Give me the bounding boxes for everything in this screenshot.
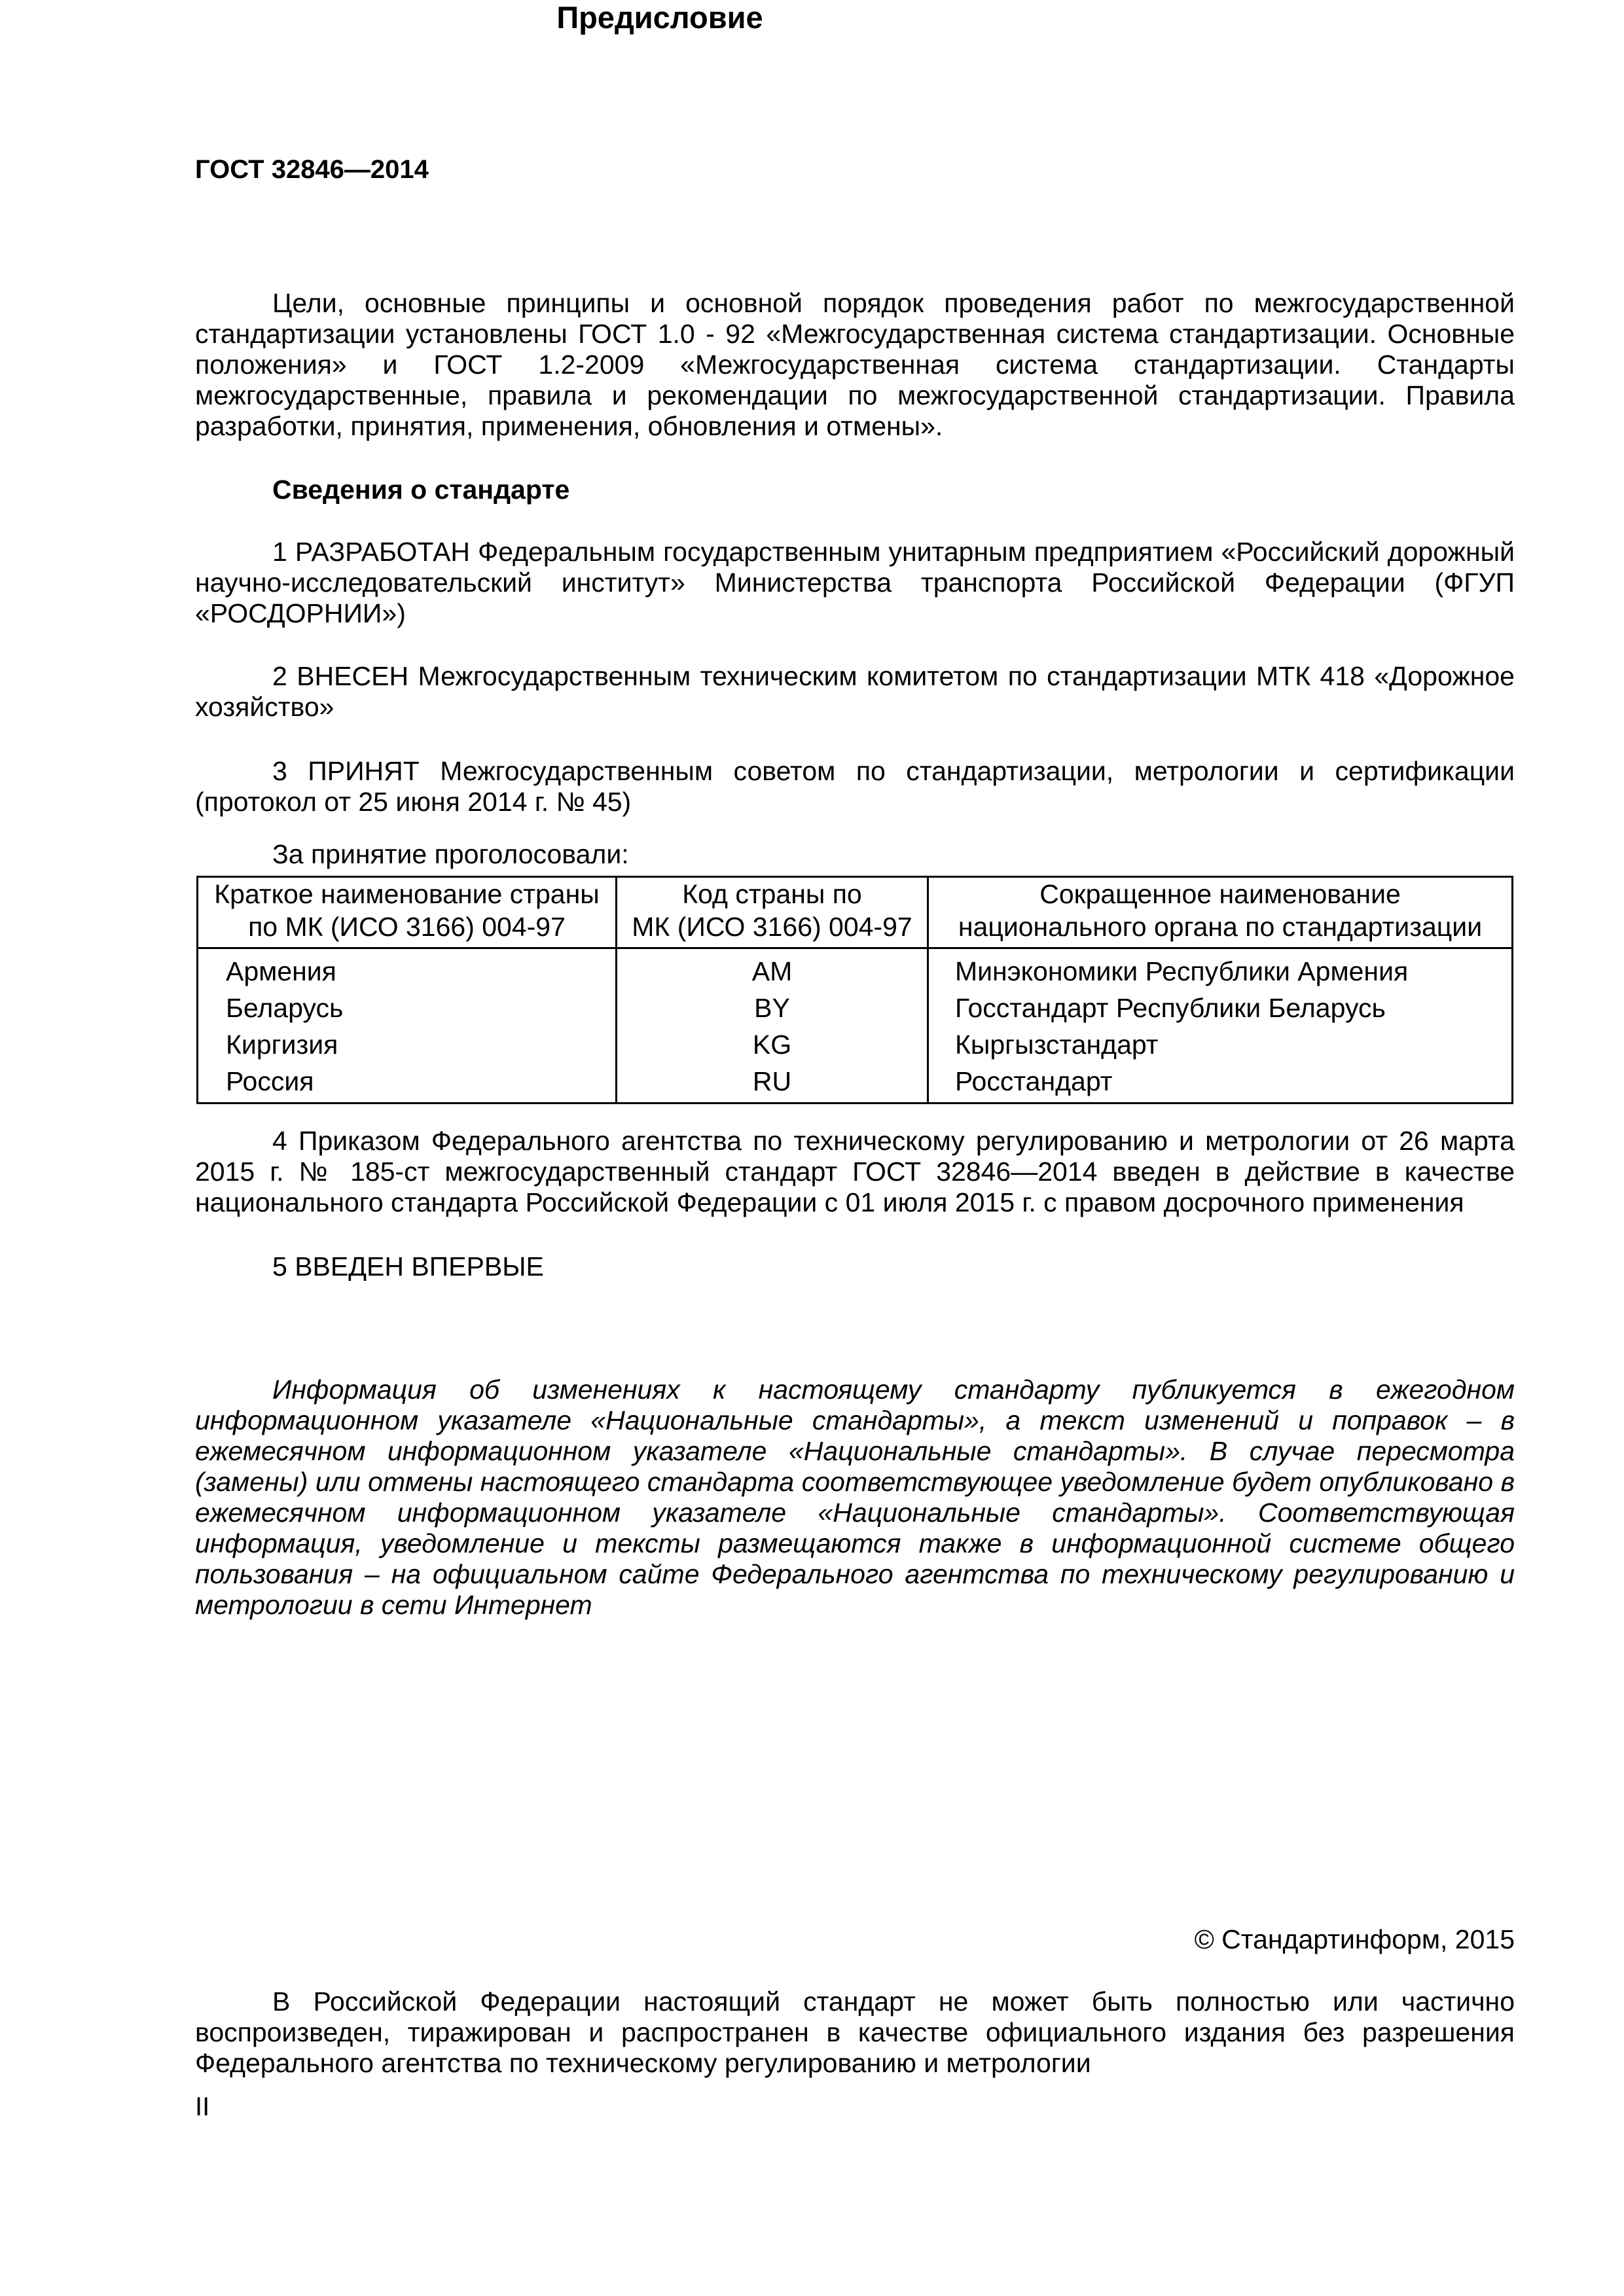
country-name-cell: Россия (198, 1063, 617, 1103)
table-row (198, 948, 1513, 990)
country-name-cell: Армения (198, 948, 617, 990)
table-row (198, 1026, 1513, 1063)
rights-notice: В Российской Федерации настоящий стандарт не может быть полностью или частично воспроизведен, тиражирован и распространен в качестве официального издания без разрешения Федерального агентства по техническому регулированию и метрологии (195, 1986, 1515, 2078)
header-line: Сокращенное наименование (1039, 879, 1401, 909)
header-line: по МК (ИСО 3166) 004-97 (248, 912, 566, 942)
voted-label: За принятие проголосовали: (272, 839, 629, 869)
header-line: Код страны по (682, 879, 862, 909)
national-body-cell: Кыргызстандарт (928, 1026, 1513, 1063)
info-item-1: 1 РАЗРАБОТАН Федеральным государственным унитарным предприятием «Российский дорожный научно-исследовательский институт» Министерства транспорта Российской Федерации (ФГУП «РОСДОРНИИ») (195, 537, 1515, 628)
table-header-row (198, 877, 1513, 948)
copyright-line: © Стандартинформ, 2015 (1194, 1924, 1515, 1954)
header-line: МК (ИСО 3166) 004-97 (632, 912, 912, 942)
intro-paragraph: Цели, основные принципы и основной порядок проведения работ по межгосударственной стандартизации установлены ГОСТ 1.0 - 92 «Межгосударственная система стандартизации. Основные положения» и ГОСТ 1.2-2009 «Межгосударственная система стандартизации. Стандарты межгосударственные, правила и рекомендации по межгосударственной стандартизации. Правила разработки, принятия, применения, обновления и отмены». (195, 288, 1515, 441)
changes-info-notice: Информация об изменениях к настоящему стандарту публикуется в ежегодном информационном указателе «Национальные стандарты», а текст изменений и поправок – в ежемесячном информационном указателе «Национальные стандарты». В случае пересмотра (замены) или отмены настоящего стандарта соответствующее уведомление будет опубликовано в ежемесячном информационном указателе «Национальные стандарты». Соответствующая информация, уведомление и тексты размещаются также в информационной системе общего пользования – на официальном сайте Федерального агентства по техническому регулированию и метрологии в сети Интернет (195, 1374, 1515, 1620)
info-item-3: 3 ПРИНЯТ Межгосударственным советом по стандартизации, метрологии и сертификации (протокол от 25 июня 2014 г. № 45) (195, 756, 1515, 817)
page-number: II (195, 2092, 210, 2121)
country-code-cell: RU (617, 1063, 928, 1103)
info-item-2: 2 ВНЕСЕН Межгосударственным техническим комитетом по стандартизации МТК 418 «Дорожное хозяйство» (195, 661, 1515, 722)
header-country-code (617, 877, 928, 948)
national-body-cell: Минэкономики Республики Армения (928, 948, 1513, 990)
country-code-cell: AM (617, 948, 928, 990)
country-code-cell: BY (617, 990, 928, 1026)
info-item-5: 5 ВВЕДЕН ВПЕРВЫЕ (272, 1251, 544, 1282)
country-code-cell: KG (617, 1026, 928, 1063)
info-item-4: 4 Приказом Федерального агентства по техническому регулированию и метрологии от 26 марта 2015 г. № 185-ст межгосударственный стандарт ГОСТ 32846—2014 введен в действие в качестве национального стандарта Российской Федерации с 01 июля 2015 г. с правом досрочного применения (195, 1126, 1515, 1217)
header-national-body (928, 877, 1513, 948)
page-title: Предисловие (556, 0, 763, 35)
national-body-cell: Госстандарт Республики Беларусь (928, 990, 1513, 1026)
table-row (198, 990, 1513, 1026)
country-name-cell: Киргизия (198, 1026, 617, 1063)
header-line: Краткое наименование страны (214, 879, 600, 909)
countries-table (196, 876, 1513, 1104)
country-name-cell: Беларусь (198, 990, 617, 1026)
standard-info-heading: Сведения о стандарте (272, 475, 570, 505)
national-body-cell: Росстандарт (928, 1063, 1513, 1103)
table-row (198, 1063, 1513, 1103)
document-code: ГОСТ 32846—2014 (195, 155, 429, 184)
header-country-name (198, 877, 617, 948)
header-line: национального органа по стандартизации (958, 912, 1483, 942)
